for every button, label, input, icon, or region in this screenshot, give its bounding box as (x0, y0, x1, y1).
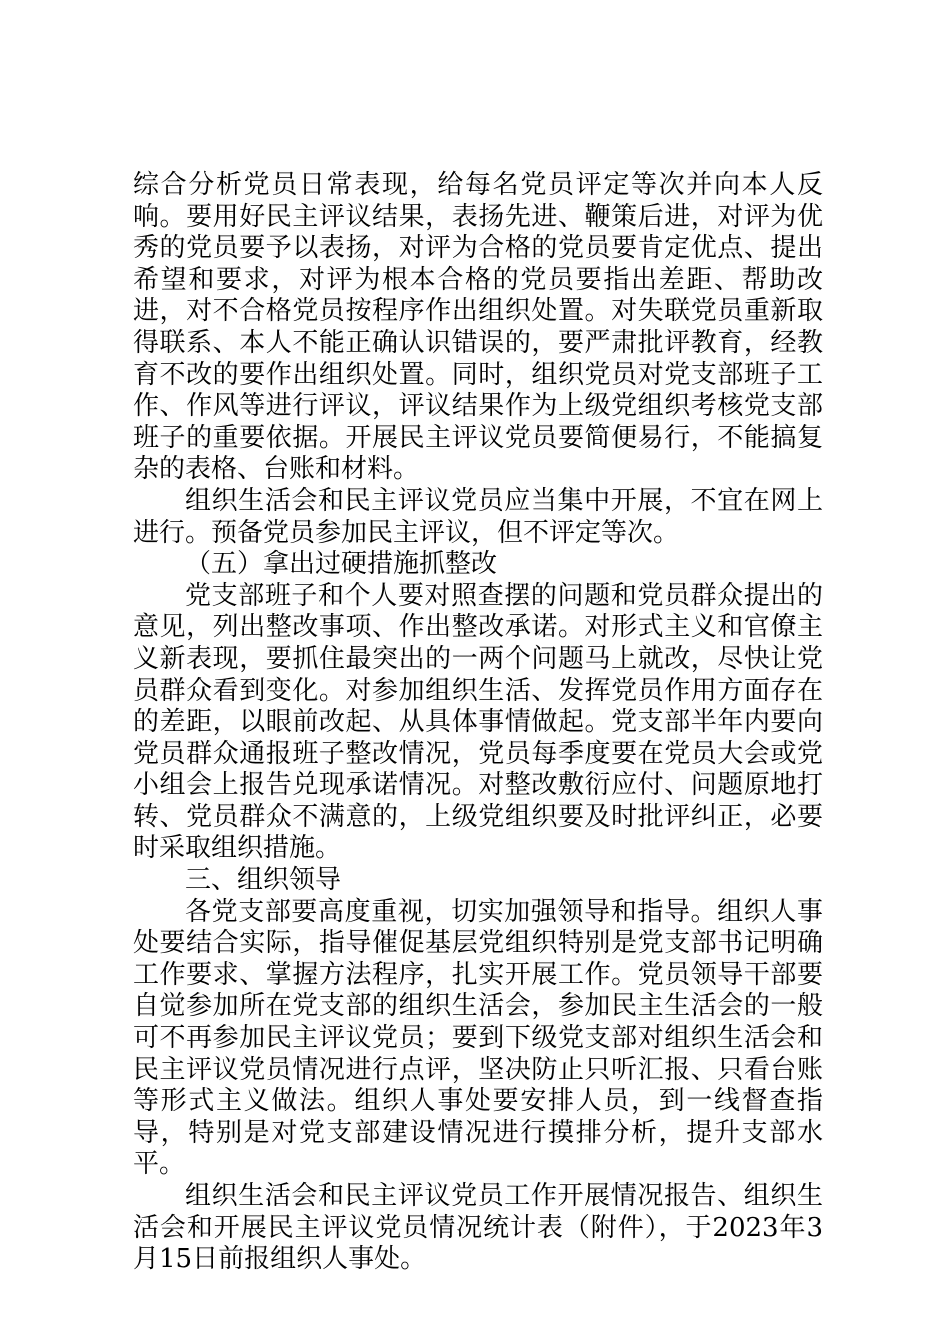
paragraph-rectification-measures: 党支部班子和个人要对照查摆的问题和党员群众提出的意见，列出整改事项、作出整改承诺。对形式主义和官僚主义新表现，要抓住最突出的一两个问题马上就改，尽快让党员群众看到变化。对参加组织生活、发挥党员作用方面存在的差距，以眼前改起、从具体事情做起。党支部半年内要向党员群众通报班子整改情况，党员每季度要在党员大会或党小组会上报告兑现承诺情况。对整改敷衍应付、问题原地打转、党员群众不满意的，上级党组织要及时批评纠正，必要时采取组织措施。 (133, 580, 823, 864)
paragraph-concentrated-conduct: 组织生活会和民主评议党员应当集中开展，不宜在网上进行。预备党员参加民主评议，但不评定等次。 (133, 485, 823, 548)
document-page (133, 170, 823, 1276)
paragraph-reporting-deadline: 组织生活会和民主评议党员工作开展情况报告、组织生活会和开展民主评议党员情况统计表（附件），于2023年3月15日前报组织人事处。 (133, 1181, 823, 1275)
section-heading-rectification: （五）拿出过硬措施抓整改 (185, 549, 498, 580)
paragraph-evaluation-results: 综合分析党员日常表现，给每名党员评定等次并向本人反响。要用好民主评议结果，表扬先进、鞭策后进，对评为优秀的党员要予以表扬，对评为合格的党员要肯定优点、提出希望和要求，对评为根本合格的党员要指出差距、帮助改进，对不合格党员按程序作出组织处置。对失联党员重新取得联系、本人不能正确认识错误的，要严肃批评教育，经教育不改的要作出组织处置。同时，组织党员对党支部班子工作、作风等进行评议，评议结果作为上级党组织考核党支部班子的重要依据。开展民主评议党员要简便易行，不能搞复杂的表格、台账和材料。 (133, 170, 823, 485)
section-heading-leadership: 三、组织领导 (185, 865, 342, 896)
paragraph-leadership-guidance: 各党支部要高度重视，切实加强领导和指导。组织人事处要结合实际，指导催促基层党组织特别是党支部书记明确工作要求、掌握方法程序，扎实开展工作。党员领导干部要自觉参加所在党支部的组织生活会，参加民主生活会的一般可不再参加民主评议党员；要到下级党支部对组织生活会和民主评议党员情况进行点评，坚决防止只听汇报、只看台账等形式主义做法。组织人事处要安排人员，到一线督查指导，特别是对党支部建设情况进行摸排分析，提升支部水平。 (133, 896, 823, 1180)
